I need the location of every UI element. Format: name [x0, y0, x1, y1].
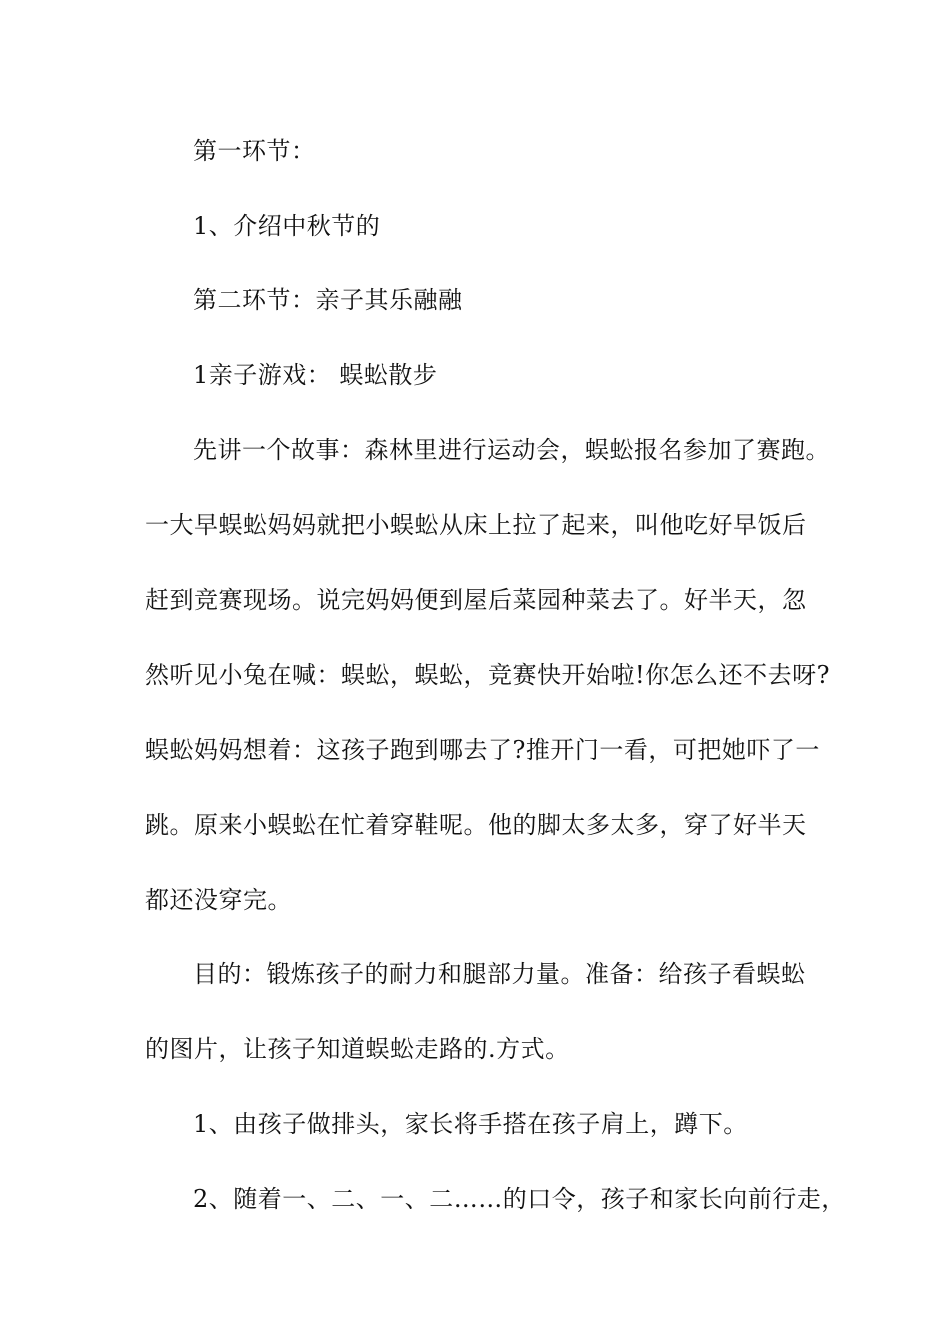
paragraph-line: 都还没穿完。: [145, 886, 292, 914]
paragraph-line: 赶到竞赛现场。说完妈妈便到屋后菜园种菜去了。好半天，忽: [145, 586, 807, 614]
paragraph-line: 先讲一个故事：森林里进行运动会，蜈蚣报名参加了赛跑。: [193, 436, 830, 464]
paragraph-line: 然听见小兔在喊：蜈蚣，蜈蚣，竞赛快开始啦!你怎么还不去呀?: [145, 661, 831, 689]
paragraph-line: 的图片，让孩子知道蜈蚣走路的.方式。: [145, 1035, 570, 1063]
section-heading-2: 第二环节：亲子其乐融融: [193, 286, 463, 314]
paragraph-line: 跳。原来小蜈蚣在忙着穿鞋呢。他的脚太多太多，穿了好半天: [145, 811, 807, 839]
paragraph-line: 蜈蚣妈妈想着：这孩子跑到哪去了?推开门一看，可把她吓了一: [145, 736, 820, 764]
list-item-step-2: 2、随着一、二、一、二……的口令，孩子和家长向前行走，: [193, 1185, 846, 1213]
list-item-intro: 1、介绍中秋节的: [193, 212, 381, 240]
paragraph-line: 一大早蜈蚣妈妈就把小蜈蚣从床上拉了起来，叫他吃好早饭后: [145, 511, 807, 539]
paragraph-line: 目的：锻炼孩子的耐力和腿部力量。准备：给孩子看蜈蚣: [193, 960, 806, 988]
game-title: 1亲子游戏： 蜈蚣散步: [193, 361, 438, 389]
list-item-step-1: 1、由孩子做排头，家长将手搭在孩子肩上，蹲下。: [193, 1110, 748, 1138]
section-heading-1: 第一环节：: [193, 137, 316, 165]
